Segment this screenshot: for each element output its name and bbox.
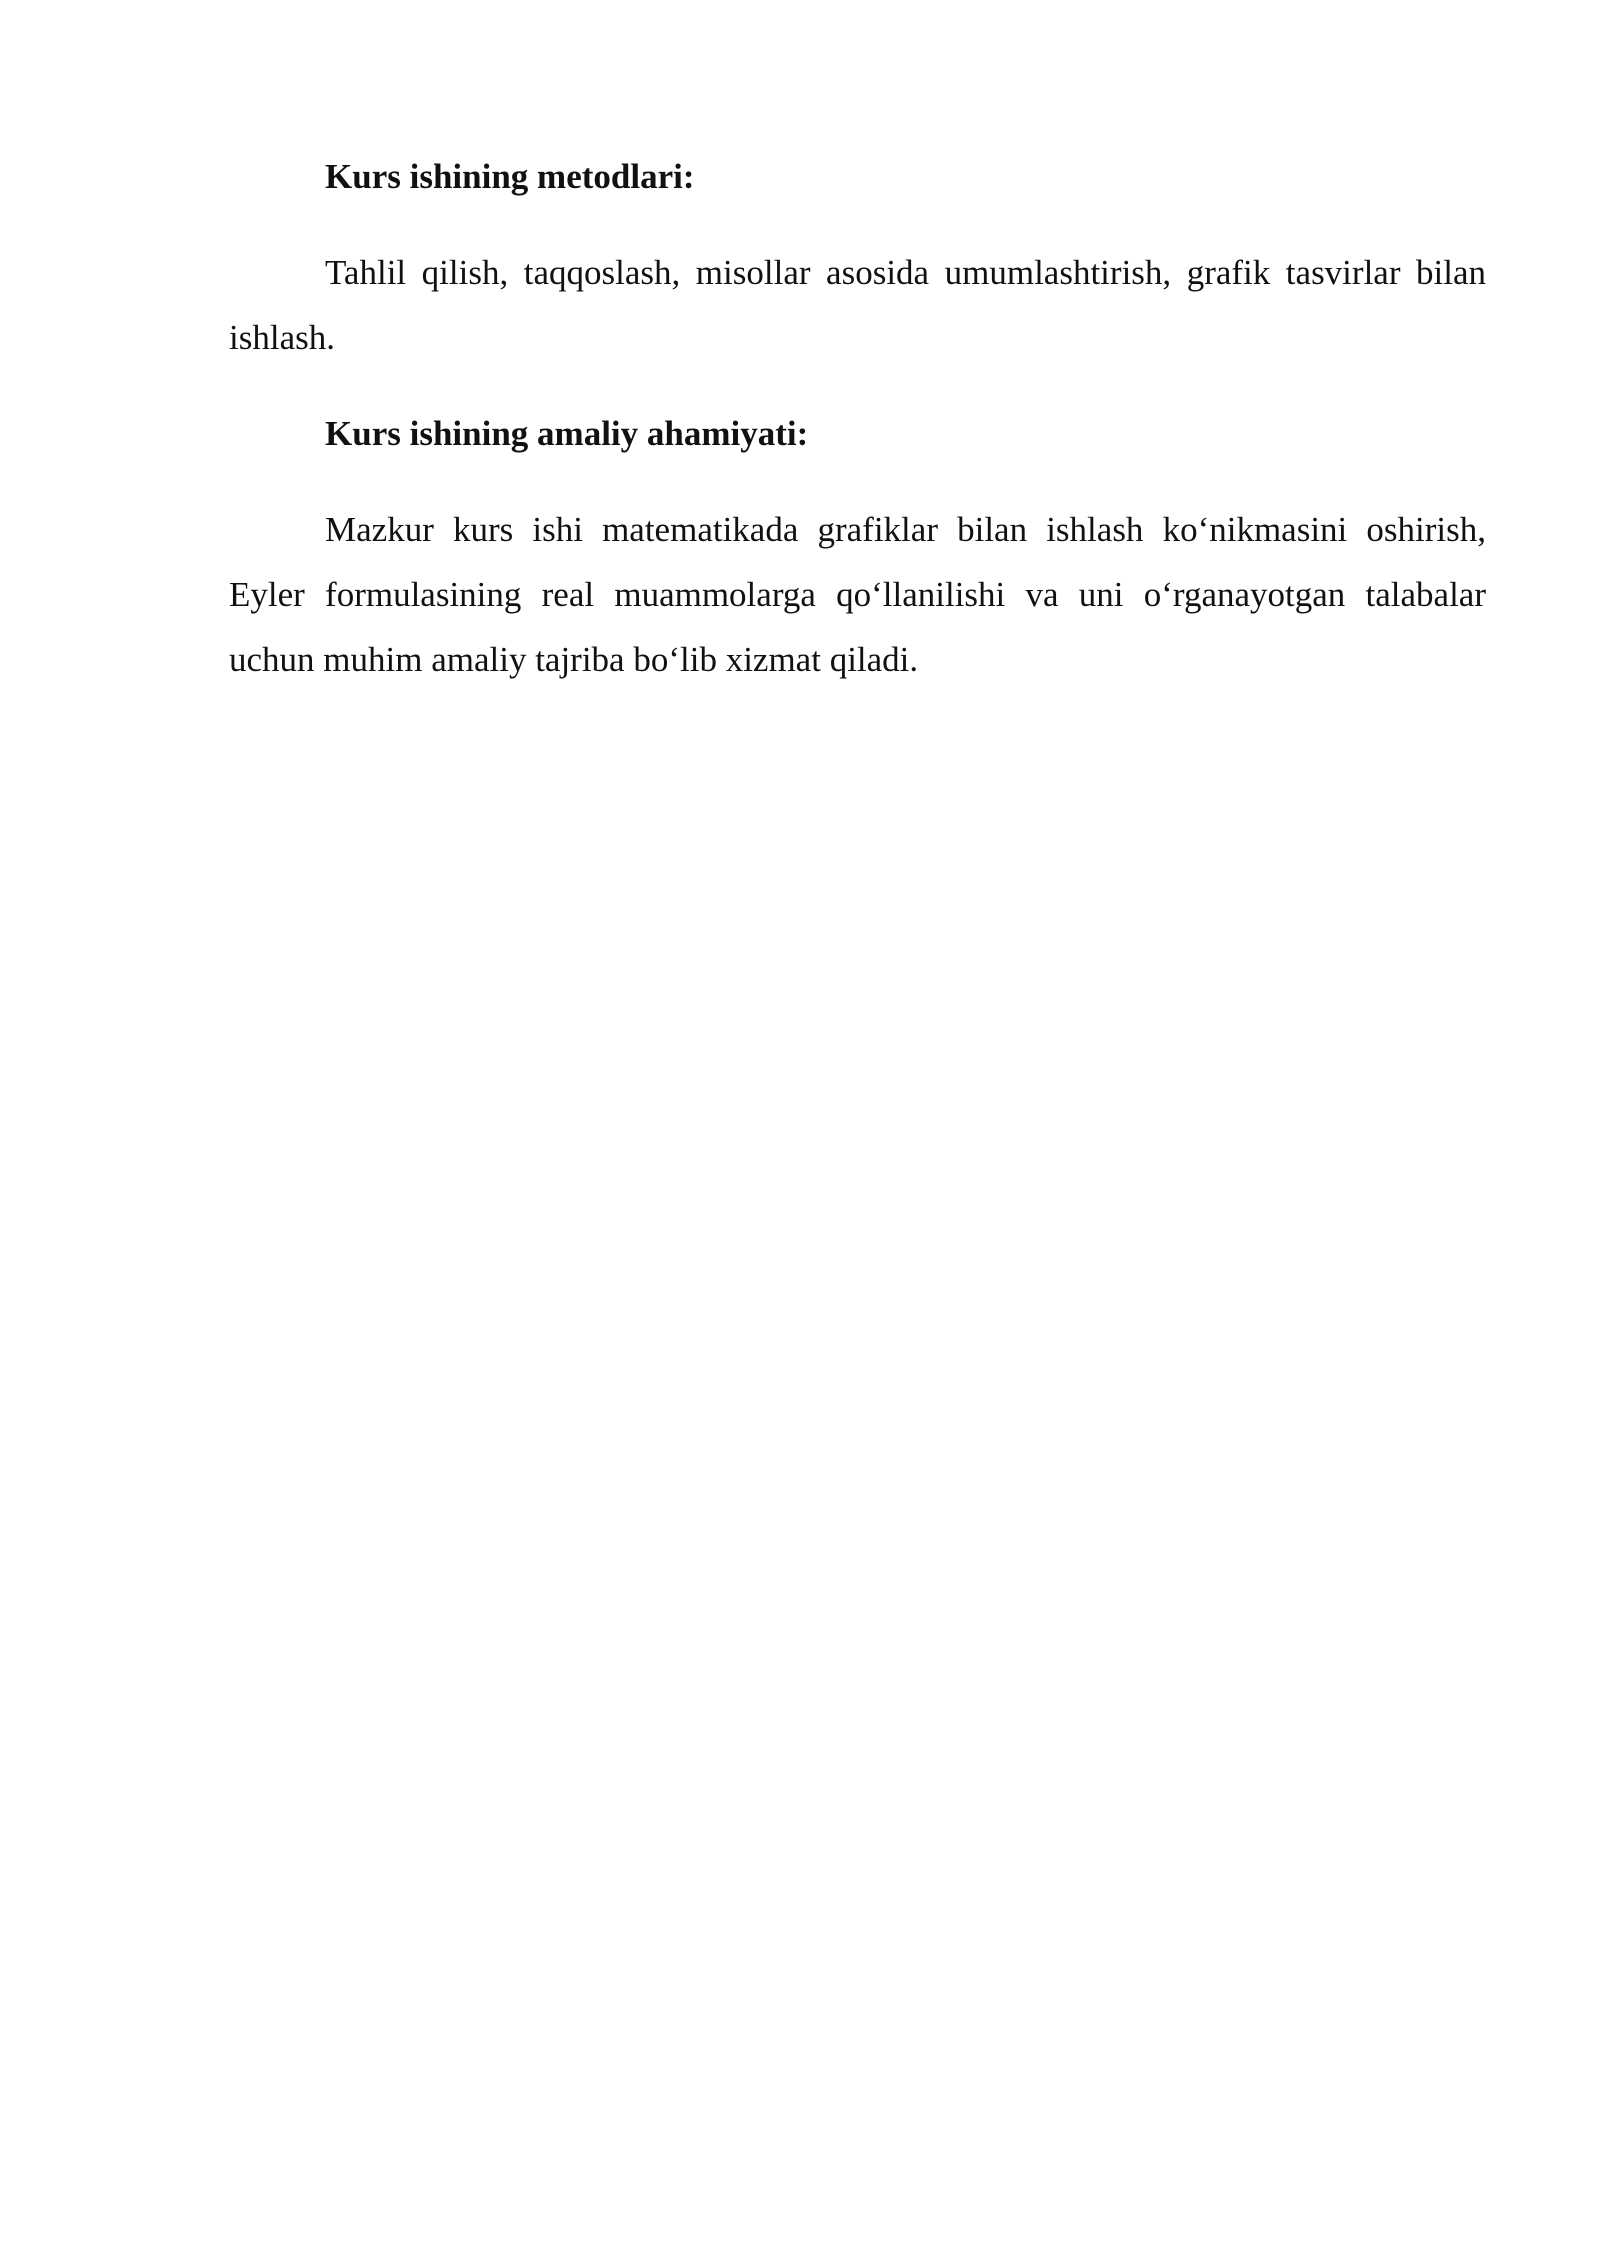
page-content bbox=[229, 148, 1486, 727]
section-paragraph-methods: Tahlil qilish, taqqoslash, misollar asosida umumlashtirish, grafik tasvirlar bilan ishlash. bbox=[229, 253, 1486, 357]
section-paragraph-practical-significance: Mazkur kurs ishi matematikada grafiklar bilan ishlash ko‘nikmasini oshirish, Eyler formulasining real muammolarga qo‘llanilishi va uni o‘rganayotgan talabalar uchun muhim amaliy tajriba bo‘lib xizmat qiladi. bbox=[229, 510, 1486, 679]
section-heading-practical-significance: Kurs ishining amaliy ahamiyati: bbox=[325, 414, 809, 453]
section-heading-methods: Kurs ishining metodlari: bbox=[325, 157, 695, 196]
